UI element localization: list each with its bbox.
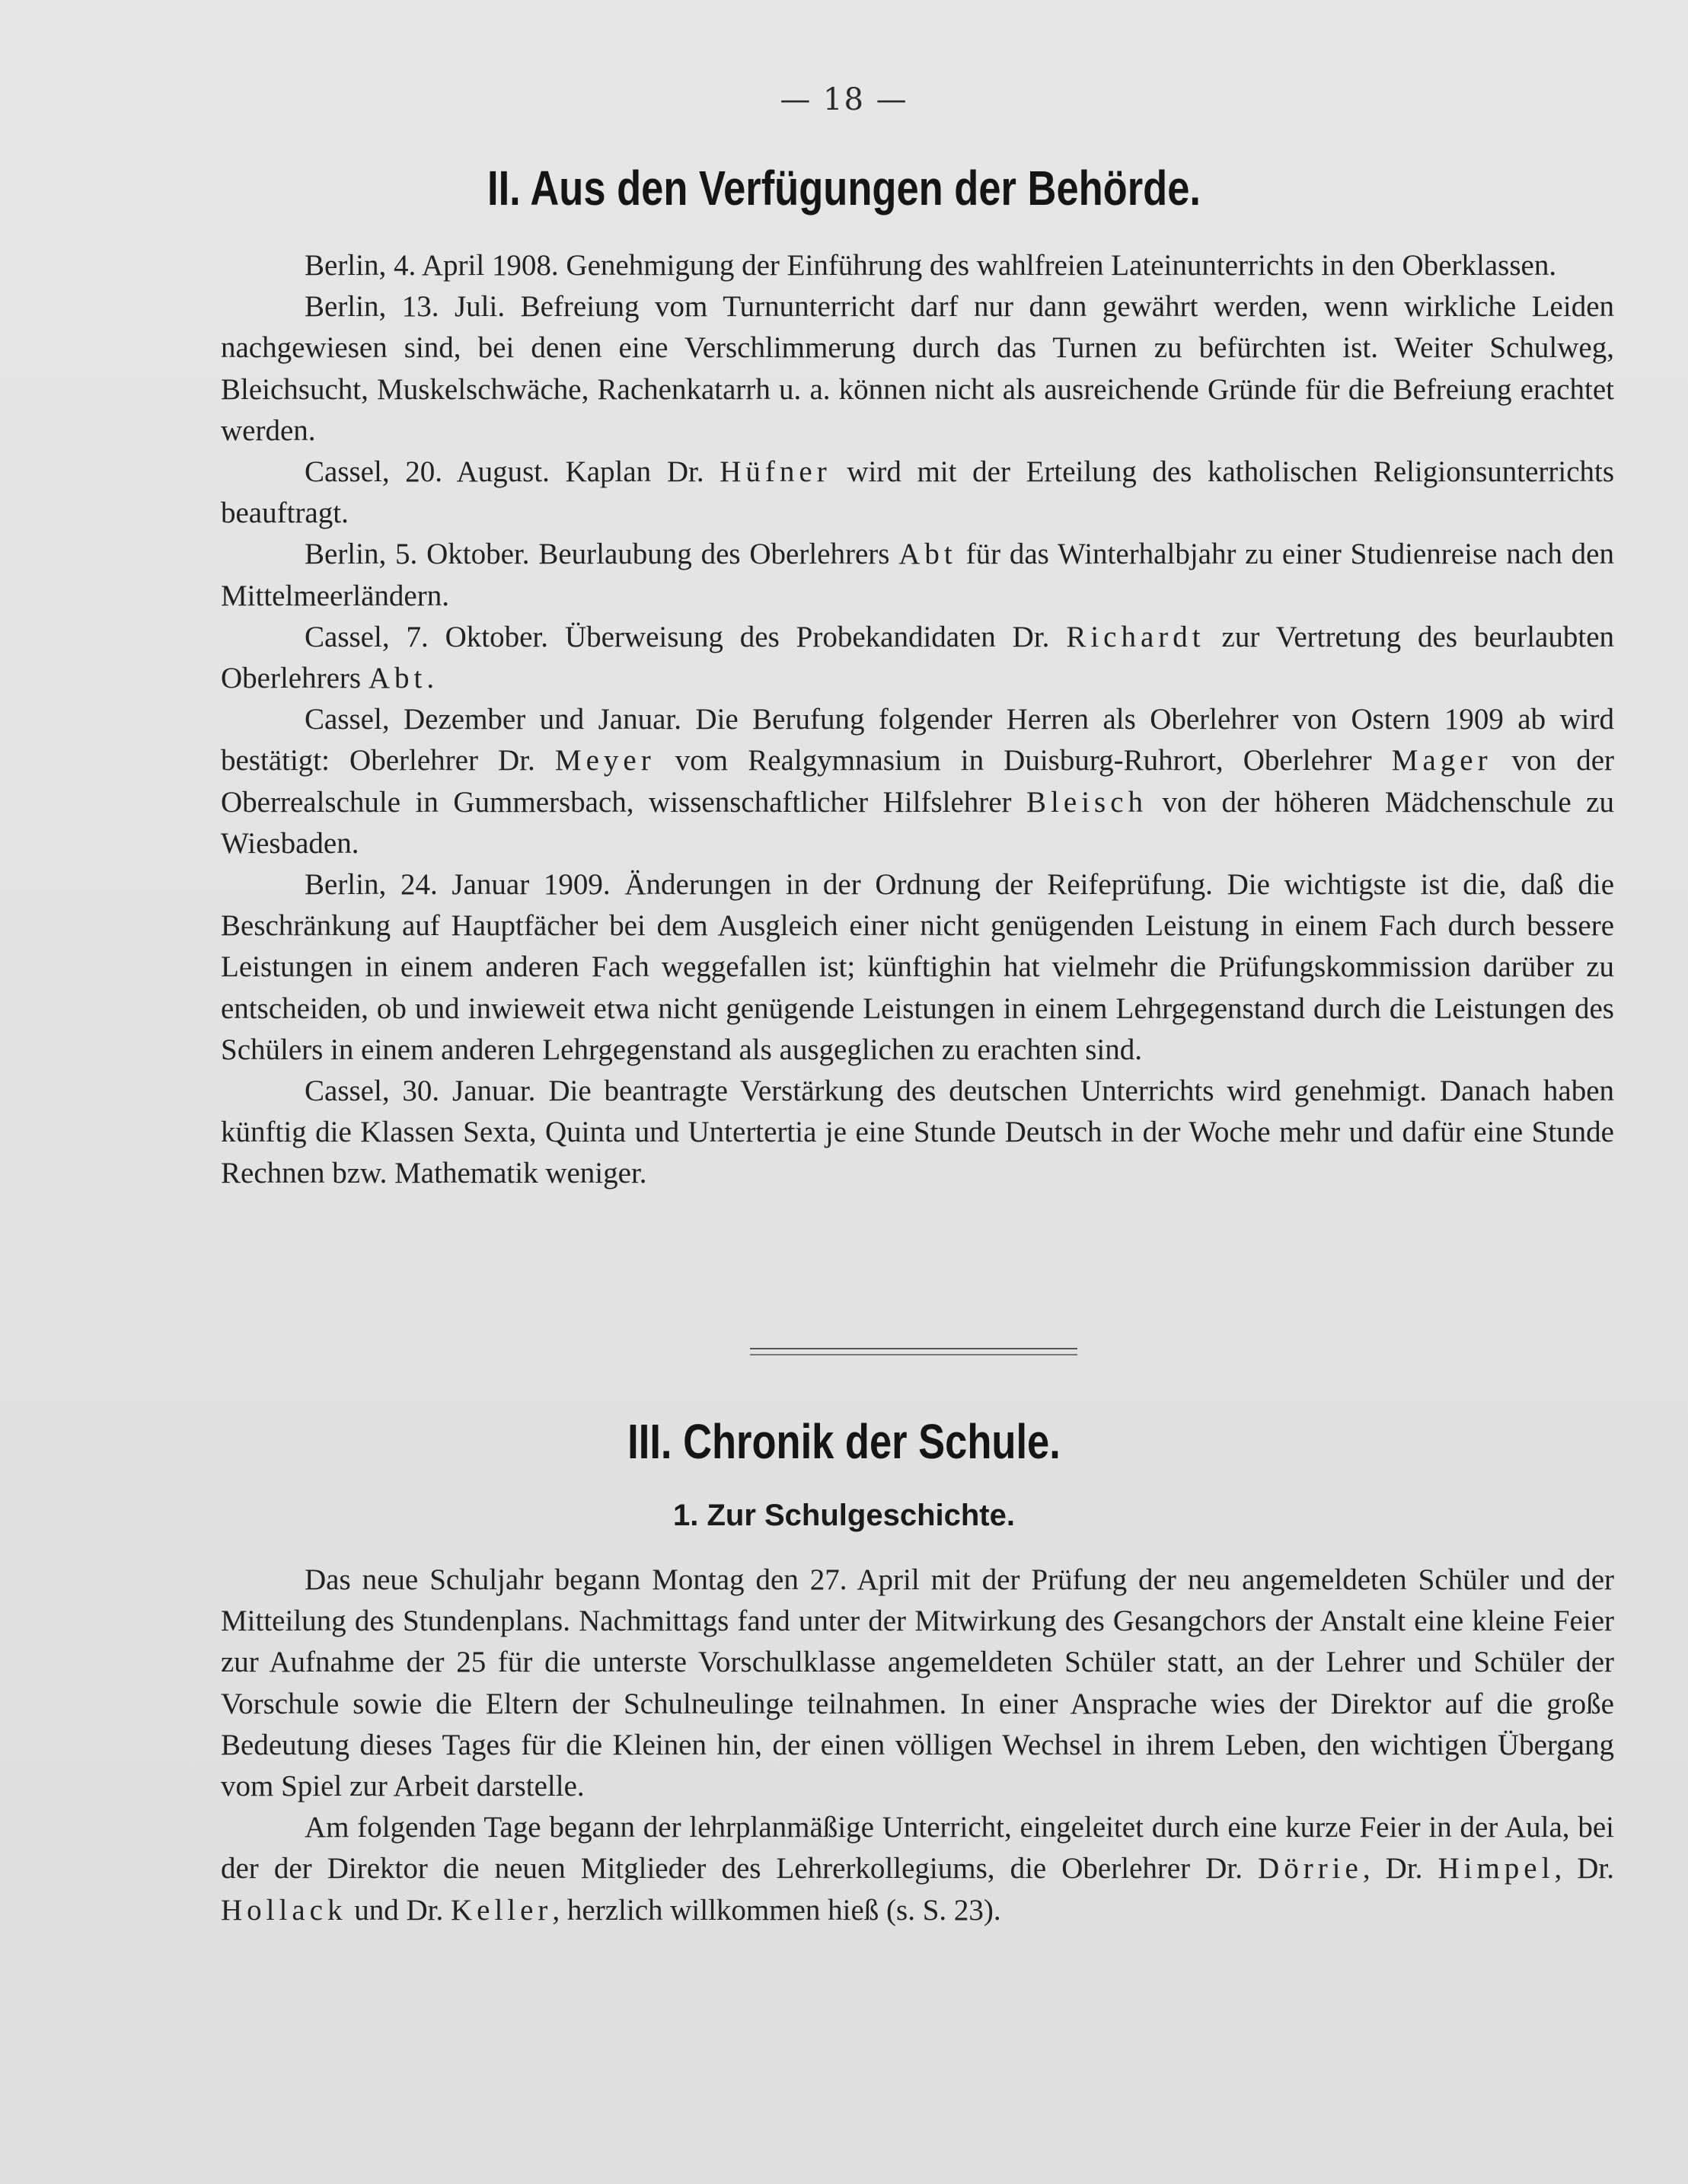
decree-date: Cassel, Dezember und Januar. xyxy=(305,703,681,736)
decree-entry xyxy=(221,864,1614,1071)
chronicle-text: , Dr. xyxy=(1554,1852,1615,1885)
chronicle-text: und Dr. xyxy=(354,1893,444,1927)
decree-text: zur Vertretung des beurlaubten Oberlehrers xyxy=(221,620,1615,695)
decree-entry xyxy=(221,452,1614,534)
decree-entry xyxy=(221,286,1614,452)
decree-text: Befreiung vom Turnunterricht darf nur dann gewährt werden, wenn wirkliche Leiden nachgewiesen sind, bei denen eine Verschlimmerung durch das Turnen zu befürchten ist. Weiter Schulweg, Bleichsucht, Muskelschwäche, Rachenkatarrh u. a. können nicht als ausreichende Gründe für die Befreiung erachtet werden. xyxy=(221,290,1615,447)
decree-date: Berlin, 13. Juli. xyxy=(305,290,506,324)
section-3-body xyxy=(221,1560,1614,1931)
person-name: Richardt xyxy=(1066,620,1205,653)
person-name: Hüfner xyxy=(720,455,831,489)
chronicle-text: , herzlich willkommen hieß (s. S. 23). xyxy=(552,1893,1001,1927)
chronicle-paragraph xyxy=(221,1807,1614,1931)
section-2-body xyxy=(221,245,1614,1195)
decree-text: Kaplan Dr. xyxy=(565,455,704,489)
decree-entry xyxy=(221,245,1614,286)
person-name: Dörrie xyxy=(1258,1852,1363,1885)
decree-date: Berlin, 5. Oktober. xyxy=(305,538,530,571)
person-name: Himpel xyxy=(1438,1852,1555,1885)
decree-text: vom Realgymnasium in Duisburg-Ruhrort, Oberlehrer xyxy=(675,744,1372,777)
chronicle-text: Am folgenden Tage begann der lehrplanmäßige Unterricht, eingeleitet durch eine kurze Feier in der Aula, bei der der Direktor die neuen Mitglieder des Lehrerkollegiums, die Oberlehrer Dr. xyxy=(221,1811,1614,1885)
section-2-title: II. Aus den Verfügungen der Behörde. xyxy=(487,161,1201,216)
decree-date: Cassel, 7. Oktober. xyxy=(305,620,549,653)
page-number: — 18 — xyxy=(780,82,908,117)
person-name: Meyer xyxy=(554,744,656,777)
decree-entry xyxy=(221,1071,1614,1195)
decree-text: von der höheren Mädchenschule zu Wiesbaden. xyxy=(221,785,1614,860)
chronicle-text: , Dr. xyxy=(1362,1852,1423,1885)
chronicle-paragraph: Das neue Schuljahr begann Montag den 27. April mit der Prüfung der neu angemeldeten Schüler und der Mitteilung des Stundenplans. Nachmittags fand unter der Mitwirkung des Gesangchors der Anstalt eine kleine Feier zur Aufnahme der 25 für die unterste Vorschulklasse angemeldeten Schüler statt, an der Lehrer und Schüler der Vorschule sowie die Eltern der Schulneulinge teilnahmen. In einer Ansprache wies der Direktor auf die große Bedeutung dieses Tages für die Kleinen hin, der einen völligen Wechsel in ihrem Leben, den wichtigen Übergang vom Spiel zur Arbeit darstelle. xyxy=(221,1563,1614,1803)
decree-entry xyxy=(221,699,1614,864)
person-name: Keller xyxy=(450,1893,553,1927)
decree-text: von der Oberrealschule in Gummersbach, wissenschaftlicher Hilfslehrer xyxy=(221,744,1615,819)
decree-text: Genehmigung der Einführung des wahlfreien Lateinunterrichts in den Oberklassen. xyxy=(566,249,1557,282)
decree-date: Berlin, 24. Januar 1909. xyxy=(305,868,611,902)
section-divider xyxy=(750,1348,1077,1355)
person-name: Mager xyxy=(1391,744,1492,777)
decree-text: Die Berufung folgender Herren als Oberlehrer von Ostern 1909 ab wird bestätigt: Oberlehrer Dr. xyxy=(221,703,1615,777)
decree-text: für das Winterhalbjahr zu einer Studienreise nach den Mittelmeerländern. xyxy=(221,538,1614,612)
decree-entry xyxy=(221,617,1614,699)
person-name: Hollack xyxy=(221,1893,347,1927)
decree-date: Cassel, 20. August. xyxy=(305,455,550,489)
decree-text: wird mit der Erteilung des katholischen Religionsunterrichts beauftragt. xyxy=(221,455,1615,530)
decree-text: . xyxy=(426,662,435,695)
decree-text: Änderungen in der Ordnung der Reifeprüfung. Die wichtigste ist die, daß die Beschränkung auf Hauptfächer bei dem Ausgleich einer nicht genügenden Leistung in einem Fach durch bessere Leistungen in einem anderen Fach weggefallen ist; künftighin hat vielmehr die Prüfungskommission darüber zu entscheiden, ob und inwieweit etwa nicht genügende Leistungen in einem Lehrgegenstand durch die Leistungen des Schülers in einem anderen Lehrgegenstand als ausgeglichen zu erachten sind. xyxy=(221,868,1614,1066)
decree-entry xyxy=(221,534,1614,616)
person-name: Abt xyxy=(898,538,957,571)
section-3-title: III. Chronik der Schule. xyxy=(627,1414,1061,1469)
decree-text: Überweisung des Probekandidaten Dr. xyxy=(564,620,1050,653)
decree-date: Cassel, 30. Januar. xyxy=(305,1074,536,1108)
decree-text: Die beantragte Verstärkung des deutschen Unterrichts wird genehmigt. Danach haben künftig die Klassen Sexta, Quinta und Untertertia je eine Stunde Deutsch in der Woche mehr und dafür eine Stunde Rechnen bzw. Mathematik weniger. xyxy=(221,1074,1614,1190)
decree-text: Beurlaubung des Oberlehrers xyxy=(538,538,890,571)
person-name: Abt xyxy=(368,662,427,695)
decree-date: Berlin, 4. April 1908. xyxy=(305,249,559,282)
person-name: Bleisch xyxy=(1026,785,1148,819)
section-3-subtitle: 1. Zur Schulgeschichte. xyxy=(672,1499,1015,1532)
